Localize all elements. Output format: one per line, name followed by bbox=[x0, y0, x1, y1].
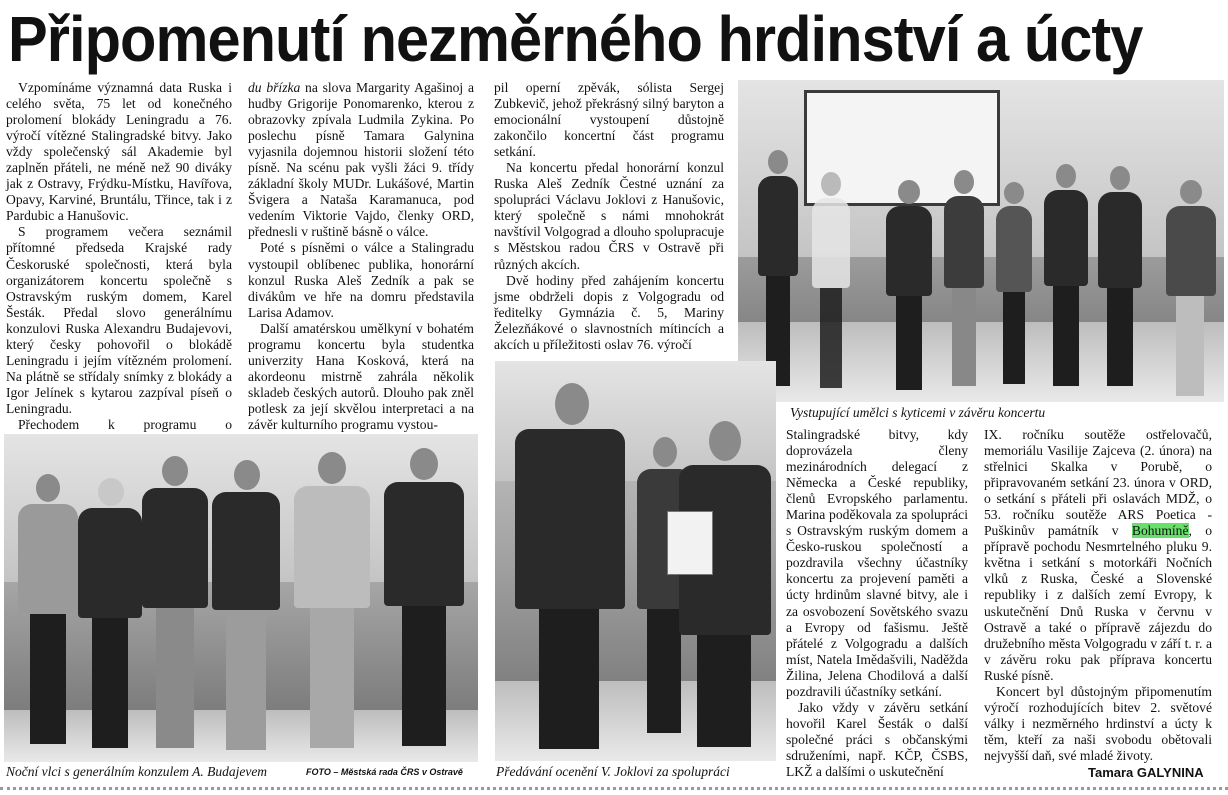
photo-credit: FOTO – Městská rada ČRS v Ostravě bbox=[306, 767, 463, 777]
photo-caption: Noční vlci s generálním konzulem A. Budajevem bbox=[6, 764, 268, 779]
paragraph: Dvě hodiny před zahájením koncertu jsme obdrželi dopis z Volgogradu od ředitelky Gymnázia č. 5, Mariny Železňákové o slavnostních mítincích a akcích u příležitosti oslav 76. výročí bbox=[494, 272, 724, 352]
paragraph: Stalingradské bitvy, kdy doprovázela členy mezinárodních delegací z Německa a České republiky, členů Evropského parlamentu. Marina poděkovala za spolupráci s Ostravským ruským domem a Česko-ruskou společností a pozdravila všechny účastníky koncertu za projevení paměti a úcty hrdinům slavné bitvy, ale i za osvobození Sovětského svazu a Evropy od fašismu. Ještě přátelé z Volgogradu a dalších míst, Natela Imědašvili, Naděžda Žilina, Jelena Chodilová a další pozdravili účastníky setkání. bbox=[786, 427, 968, 699]
paragraph: Vzpomínáme významná data Ruska i celého světa, 75 let od konečného prolomení blokády Leningradu a 76. výročí vítězné Stalingradské bitvy. Jako vždy společenský sál Akademie byl zaplněn přáteli, ne méně než 90 diváky jak z Ostravy, Frýdku-Místku, Havířova, Opavy, Karviné, Bruntálu, Třince, tak i z Pardubic a Hanušovic. bbox=[6, 80, 232, 224]
paragraph-text: , o přípravě pochodu Nesmrtelného pluku 9. května i setkání s motorkáři Nočních vlků z Ruska, České a Slovenské republiky i z dalších zemí Evropy, k uskutečnění Dnů Ruska v červnu v Ostravě a také o přípravě zájezdu do družebního města Volgogradu v září t. r. a v závěru roku pak příprava koncertu Ruské písně. bbox=[984, 523, 1212, 683]
article-column-4 bbox=[786, 427, 968, 780]
author-signature: Tamara GALYNINA bbox=[1088, 765, 1204, 780]
bottom-divider bbox=[0, 787, 1228, 790]
paragraph-text: IX. ročníku soutěže ostřelovačů, memoriálu Vasilije Zajceva (2. února) na střelnici Skalka v Porubě, o připravovaném setkání 23. února v ORD, o setkání s přáteli při oslavách MDŽ, o 53. ročníku soutěže ARS Poetica - Puškinův památník v bbox=[984, 427, 1212, 539]
article-column-3 bbox=[494, 80, 724, 353]
song-title: du břízka bbox=[248, 80, 301, 95]
article-column-1 bbox=[6, 80, 232, 465]
paragraph: Na koncertu předal honorární konzul Ruska Aleš Zedník Čestné uznání za spolupráci Václavu Joklovi z Hanušovic, který společně s námi mnohokrát navštívil Volgograd a dlouho spolupracuje s Městskou radou ČRS v Ostravě při různých akcích. bbox=[494, 160, 724, 272]
photo-award-handover bbox=[495, 361, 776, 761]
article-column-2 bbox=[248, 80, 474, 433]
photo-caption: Vystupující umělci s kyticemi v závěru koncertu bbox=[790, 405, 1046, 420]
photo-bikers-consul bbox=[4, 434, 478, 762]
paragraph: Jako vždy v závěru setkání hovořil Karel Šesták o další společné práci s občanskými sdruženími, např. KČP, ČSBS, LKŽ a dalšími o uskutečnění bbox=[786, 699, 968, 779]
highlighted-word: Bohumíně bbox=[1131, 523, 1189, 539]
article-column-5 bbox=[984, 427, 1212, 764]
paragraph-text: Přechodem k programu o bbox=[18, 416, 232, 432]
paragraph: pil operní zpěvák, sólista Sergej Zubkevič, jehož překrásný silný baryton a emocionální vystoupení důstojně zakončilo koncertní část programu setkání. bbox=[494, 80, 724, 160]
paragraph: Další amatérskou umělkyní v bohatém programu koncertu byla studentka univerzity Hana Kosková, která na akordeonu mistrně zahrála několik skladeb českých autorů. Dlouho pak zněl potlesk za její skvělou interpretaci a na závěr kulturního programu vystou- bbox=[248, 320, 474, 432]
photo-caption: Předávání ocenění V. Joklovi za spolupráci bbox=[496, 764, 730, 779]
paragraph-text: na slova Margarity Agašinoj a hudby Grigorije Ponomarenko, kterou z obrazovky zpívala Ludmila Zykina. Po poslechu písně Tamara Galynina vyjasnila dojemnou historii složení této písně. Na scénu pak vyšli žáci 9. třídy základní školy MUDr. Lukášové, Martin Švigera a Nataša Karamanuca, pod vedením Viktorie Vajdo, členky ORD, přednesli v ruštině básně o válce. bbox=[248, 80, 474, 240]
paragraph bbox=[984, 427, 1212, 684]
headline: Připomenutí nezměrného hrdinství a úcty bbox=[8, 3, 1143, 75]
paragraph bbox=[248, 80, 474, 240]
paragraph: Poté s písněmi o válce a Stalingradu vystoupil oblíbenec publika, honorární konzul Ruska Aleš Zedník a pak se divákům ve hře na domru představila Larisa Adamov. bbox=[248, 240, 474, 320]
paragraph: S programem večera seznámil přítomné předseda Krajské rady Českoruské společnosti, která byla organizátorem koncertu společně s Ostravským ruským domem, Karel Šesták. Předal slovo generálnímu konzulovi Ruska Alexandru Budajevovi, který česky pohovořil o blokádě Leningradu i jejím vítězném prolomení. Na plátně se střídaly snímky z blokády a Igor Jelínek s kytarou zazpíval píseň o Leningradu. bbox=[6, 224, 232, 416]
paragraph: Koncert byl důstojným připomenutím výročí rozhodujících bitev 2. světové války i nezměrného hrdinství a úcty k těm, kteří za naši svobodu obětovali nejvyšší daň, své mladé životy. bbox=[984, 683, 1212, 763]
photo-stage-performers bbox=[738, 80, 1224, 402]
